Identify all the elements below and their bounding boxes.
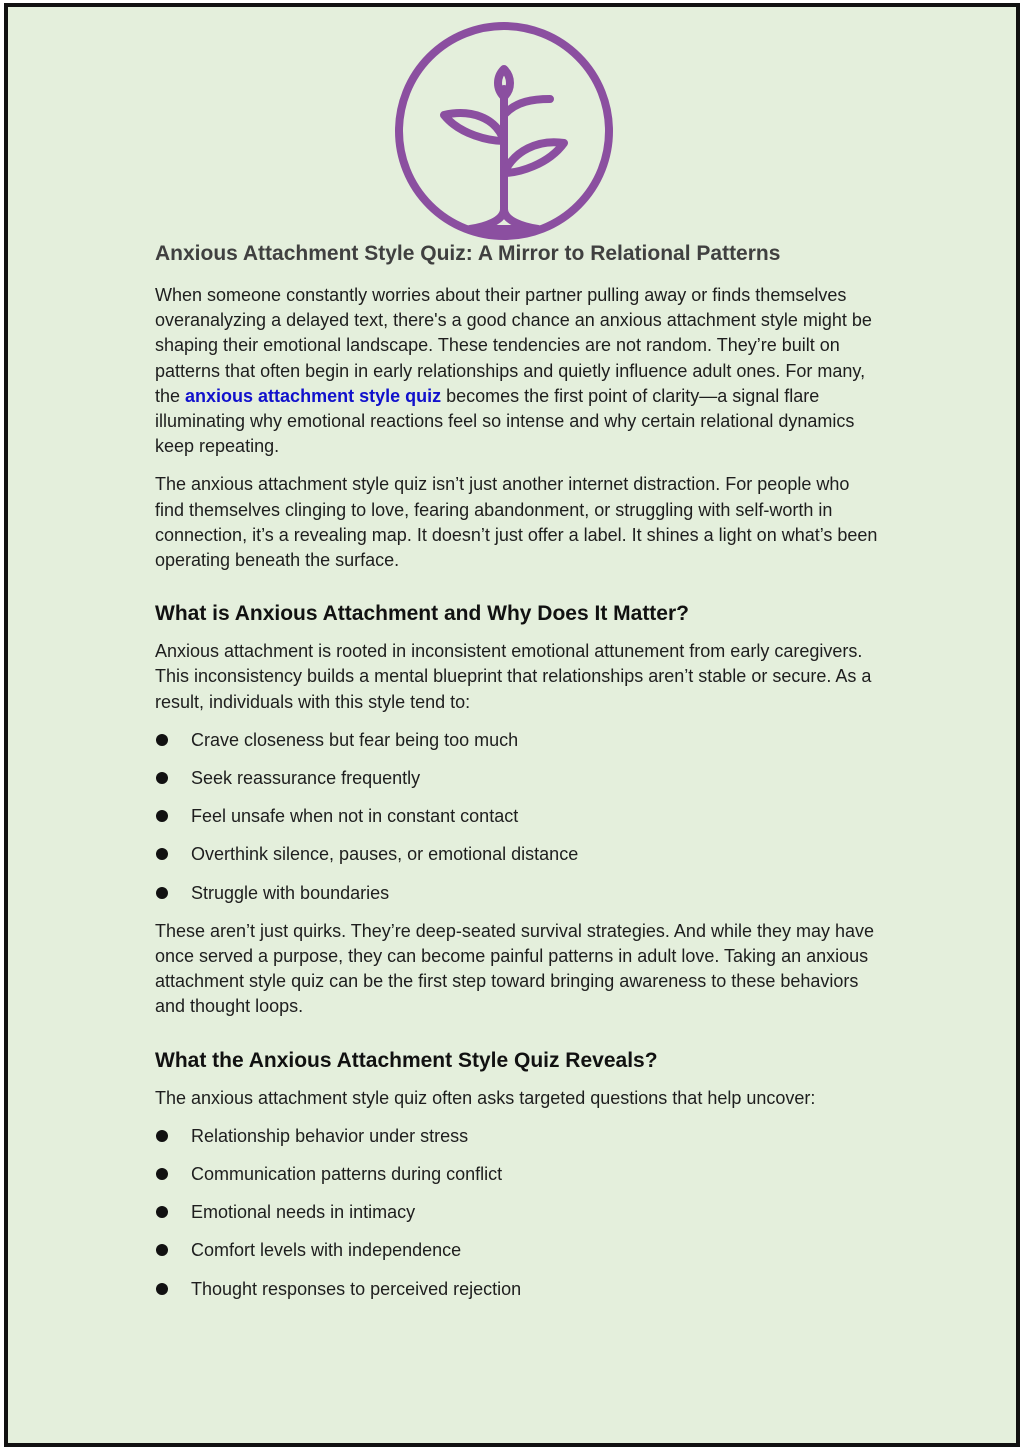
list-item: Crave closeness but fear being too much xyxy=(155,728,880,753)
section2-paragraph-1: The anxious attachment style quiz often asks targeted questions that help uncover: xyxy=(155,1087,816,1108)
list-item: Thought responses to perceived rejection xyxy=(155,1277,880,1302)
list-item: Struggle with boundaries xyxy=(155,881,880,906)
section1-paragraph-1: Anxious attachment is rooted in inconsistent emotional attunement from early caregivers. This inconsistency builds a mental blueprint that relationships aren’t stable or secure. As a result, individuals with this style tend to: xyxy=(155,641,872,712)
page-title: Anxious Attachment Style Quiz: A Mirror to Relational Patterns xyxy=(155,242,781,265)
list-item: Seek reassurance frequently xyxy=(155,766,880,791)
intro-text-after-link: becomes the first point of clarity—a signal flare illuminating why emotional reactions feel so intense and why certain relational dynamics keep repeating. xyxy=(155,385,855,457)
list-item: Relationship behavior under stress xyxy=(155,1124,880,1149)
list-item: Comfort levels with independence xyxy=(155,1238,880,1263)
list-item: Feel unsafe when not in constant contact xyxy=(155,804,880,829)
document-page xyxy=(4,3,1020,1447)
list-item: Communication patterns during conflict xyxy=(155,1162,880,1187)
sprout-in-circle-icon xyxy=(392,19,616,243)
intro-paragraph-2: The anxious attachment style quiz isn’t just another internet distraction. For people who find themselves clinging to love, fearing abandonment, or struggling with self-worth in connection, it’s a revealing map. It doesn’t just offer a label. It shines a light on what’s been operating beneath the surface. xyxy=(155,474,878,571)
uncover-list xyxy=(155,1124,880,1302)
quiz-link[interactable]: anxious attachment style quiz xyxy=(185,385,442,406)
intro-text-before-link: When someone constantly worries about their partner pulling away or finds themselves overanalyzing a delayed text, there's a good chance an anxious attachment style might be shaping their emotional landscape. These tendencies are not random. They’re built on patterns that often begin in early relationships and quietly influence adult ones. For many, the xyxy=(155,285,872,406)
list-item: Emotional needs in intimacy xyxy=(155,1200,880,1225)
article-body xyxy=(155,239,880,1315)
section1-paragraph-2: These aren’t just quirks. They’re deep-seated survival strategies. And while they may have once served a purpose, they can become painful patterns in adult love. Taking an anxious attachment style quiz can be the first step toward bringing awareness to these behaviors and thought loops. xyxy=(155,920,875,1017)
section-heading-anxious-attachment: What is Anxious Attachment and Why Does It Matter? xyxy=(155,602,689,626)
traits-list xyxy=(155,728,880,906)
section-heading-quiz-reveals: What the Anxious Attachment Style Quiz Reveals? xyxy=(155,1048,658,1072)
intro-paragraph-1 xyxy=(155,283,880,459)
list-item: Overthink silence, pauses, or emotional distance xyxy=(155,842,880,867)
